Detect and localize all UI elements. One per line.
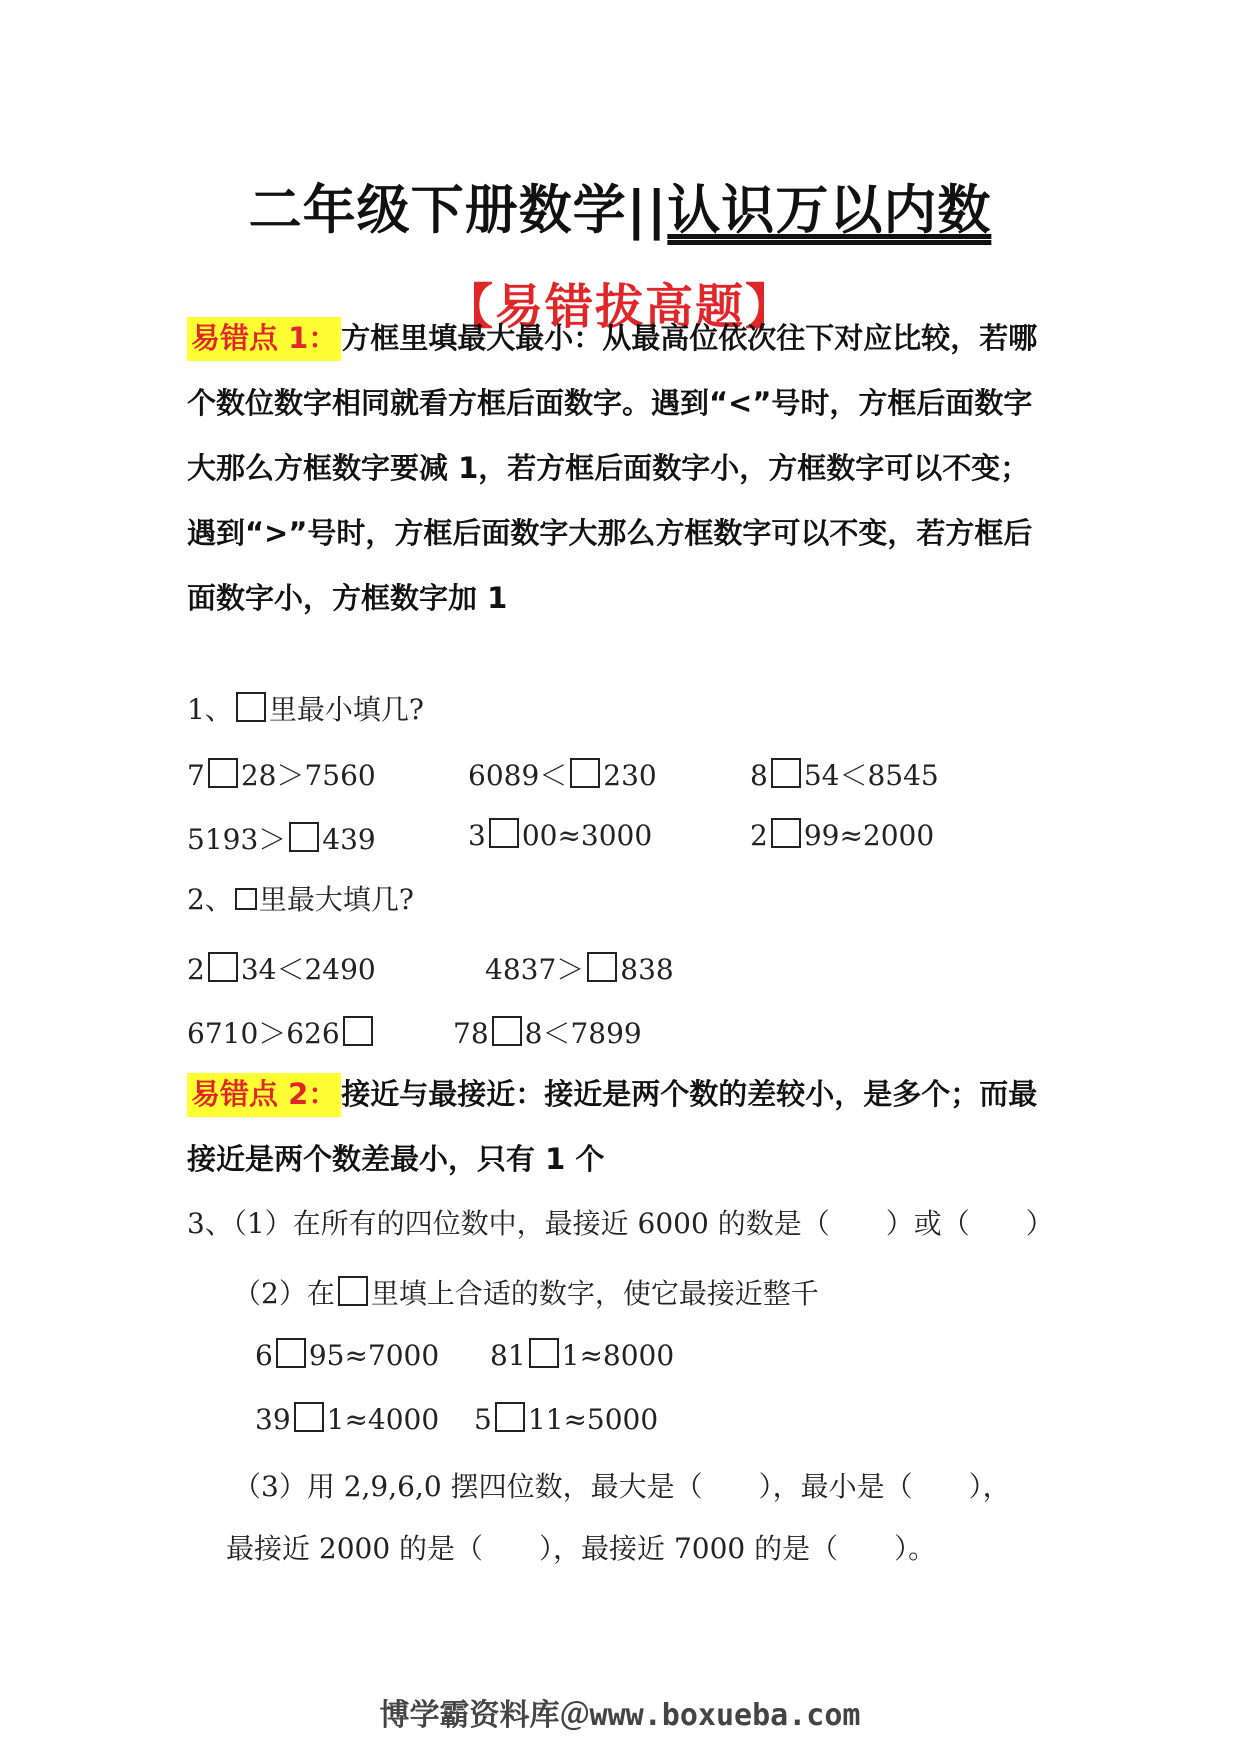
answer-box[interactable] <box>343 1016 373 1046</box>
q3-item-left: 81 <box>490 1339 526 1372</box>
answer-box <box>338 1276 368 1306</box>
answer-box[interactable] <box>587 952 617 982</box>
watermark: 博学霸资料库＠www.boxueba.com <box>379 1698 861 1733</box>
answer-box <box>235 888 257 910</box>
q3-item-right: 1≈4000 <box>326 1403 440 1436</box>
q2-item <box>187 1012 376 1052</box>
q2-heading <box>187 878 414 918</box>
answer-box[interactable] <box>771 758 801 788</box>
title-right: 认识万以内数 <box>667 180 992 241</box>
answer-box[interactable] <box>208 758 238 788</box>
q1-item <box>750 754 939 794</box>
q2-item-left: 6710＞626 <box>187 1017 340 1050</box>
answer-box[interactable] <box>208 952 238 982</box>
answer-box[interactable] <box>495 1402 525 1432</box>
q3-item-right: 95≈7000 <box>308 1339 440 1372</box>
q1-prefix: 1、 <box>187 693 233 726</box>
q3-item <box>474 1402 658 1436</box>
q1-item <box>187 754 376 794</box>
q3-part2 <box>233 1272 819 1312</box>
error-point-1 <box>187 306 1057 631</box>
answer-box[interactable] <box>294 1402 324 1432</box>
q3-item <box>490 1338 674 1372</box>
q2-item <box>187 948 376 988</box>
q3-item <box>255 1338 439 1372</box>
q1-item <box>468 818 652 852</box>
q2-item-left: 4837＞ <box>485 953 585 986</box>
q1-item <box>750 818 934 852</box>
q3-prefix: 3、 <box>187 1207 233 1240</box>
page-subtitle: 【易错拔高题】 <box>444 279 795 335</box>
q2-item-left: 78 <box>453 1017 489 1050</box>
answer-box[interactable] <box>529 1338 559 1368</box>
answer-box <box>236 692 266 722</box>
q2-suffix: 里最大填几? <box>258 883 414 916</box>
q2-item <box>453 1012 642 1052</box>
q3-part2-left: （2）在 <box>233 1277 335 1310</box>
q1-item-right: 99≈2000 <box>803 819 935 852</box>
error-point-2-tag: 易错点 2： <box>187 1073 341 1117</box>
q3-part1 <box>187 1202 1054 1242</box>
answer-box[interactable] <box>289 822 319 852</box>
q1-item-right: 230 <box>603 759 657 792</box>
q1-item-left: 5193＞ <box>187 823 287 856</box>
error-point-1-text: 方框里填最大最小：从最高位依次往下对应比较，若哪个数位数字相同就看方框后面数字。遇到“<”号时，方框后面数字大那么方框数字要减 1，若方框后面数字小，方框数字可以不变；遇到“>”号时，方框后面数字大那么方框数字可以不变，若方框后面数字小，方框数字加 1 <box>187 321 1038 615</box>
q1-item-left: 3 <box>468 819 486 852</box>
q1-item-right: 439 <box>322 823 376 856</box>
q1-item-left: 8 <box>750 759 768 792</box>
answer-box[interactable] <box>492 1016 522 1046</box>
q3-item-right: 1≈8000 <box>561 1339 675 1372</box>
q1-item-left: 2 <box>750 819 768 852</box>
q2-item-right: 838 <box>620 953 674 986</box>
answer-box[interactable] <box>489 818 519 848</box>
q2-item <box>485 948 674 988</box>
q1-item-left: 7 <box>187 759 205 792</box>
error-point-2 <box>187 1062 1057 1192</box>
q1-item-right: 54＜8545 <box>803 759 939 792</box>
error-point-2-text: 接近与最接近：接近是两个数的差较小，是多个；而最接近是两个数差最小，只有 1 个 <box>187 1077 1038 1176</box>
answer-box[interactable] <box>771 818 801 848</box>
q3-item-right: 11≈5000 <box>527 1403 659 1436</box>
q3-part2-right: 里填上合适的数字，使它最接近整千 <box>370 1277 819 1310</box>
q3-part3-line2: 最接近 2000 的是（ ），最接近 7000 的是（ ）。 <box>226 1532 937 1565</box>
q3-item-left: 5 <box>474 1403 492 1436</box>
q3-part3-line1: （3）用 2,9,6,0 摆四位数，最大是（ ），最小是（ ）， <box>233 1470 1011 1503</box>
title-left: 二年级下册数学|| <box>248 180 668 241</box>
q1-item-right: 28＞7560 <box>240 759 376 792</box>
q2-item-left: 2 <box>187 953 205 986</box>
q3-item <box>255 1402 439 1436</box>
answer-box[interactable] <box>570 758 600 788</box>
q3-part1-text: （1）在所有的四位数中，最接近 6000 的数是（ ）或（ ） <box>232 1207 1054 1240</box>
answer-box[interactable] <box>276 1338 306 1368</box>
page-title <box>0 168 1240 244</box>
q1-item-right: 00≈3000 <box>521 819 653 852</box>
q3-item-left: 6 <box>255 1339 273 1372</box>
q2-item-right: 8＜7899 <box>524 1017 642 1050</box>
q3-item-left: 39 <box>255 1403 291 1436</box>
q1-suffix: 里最小填几? <box>268 693 424 726</box>
q2-item-right: 34＜2490 <box>240 953 376 986</box>
q1-item-left: 6089＜ <box>468 759 568 792</box>
q2-prefix: 2、 <box>187 883 233 916</box>
q1-heading <box>187 688 424 728</box>
error-point-1-tag: 易错点 1： <box>187 317 341 361</box>
q1-item <box>468 754 657 794</box>
q1-item <box>187 818 376 858</box>
